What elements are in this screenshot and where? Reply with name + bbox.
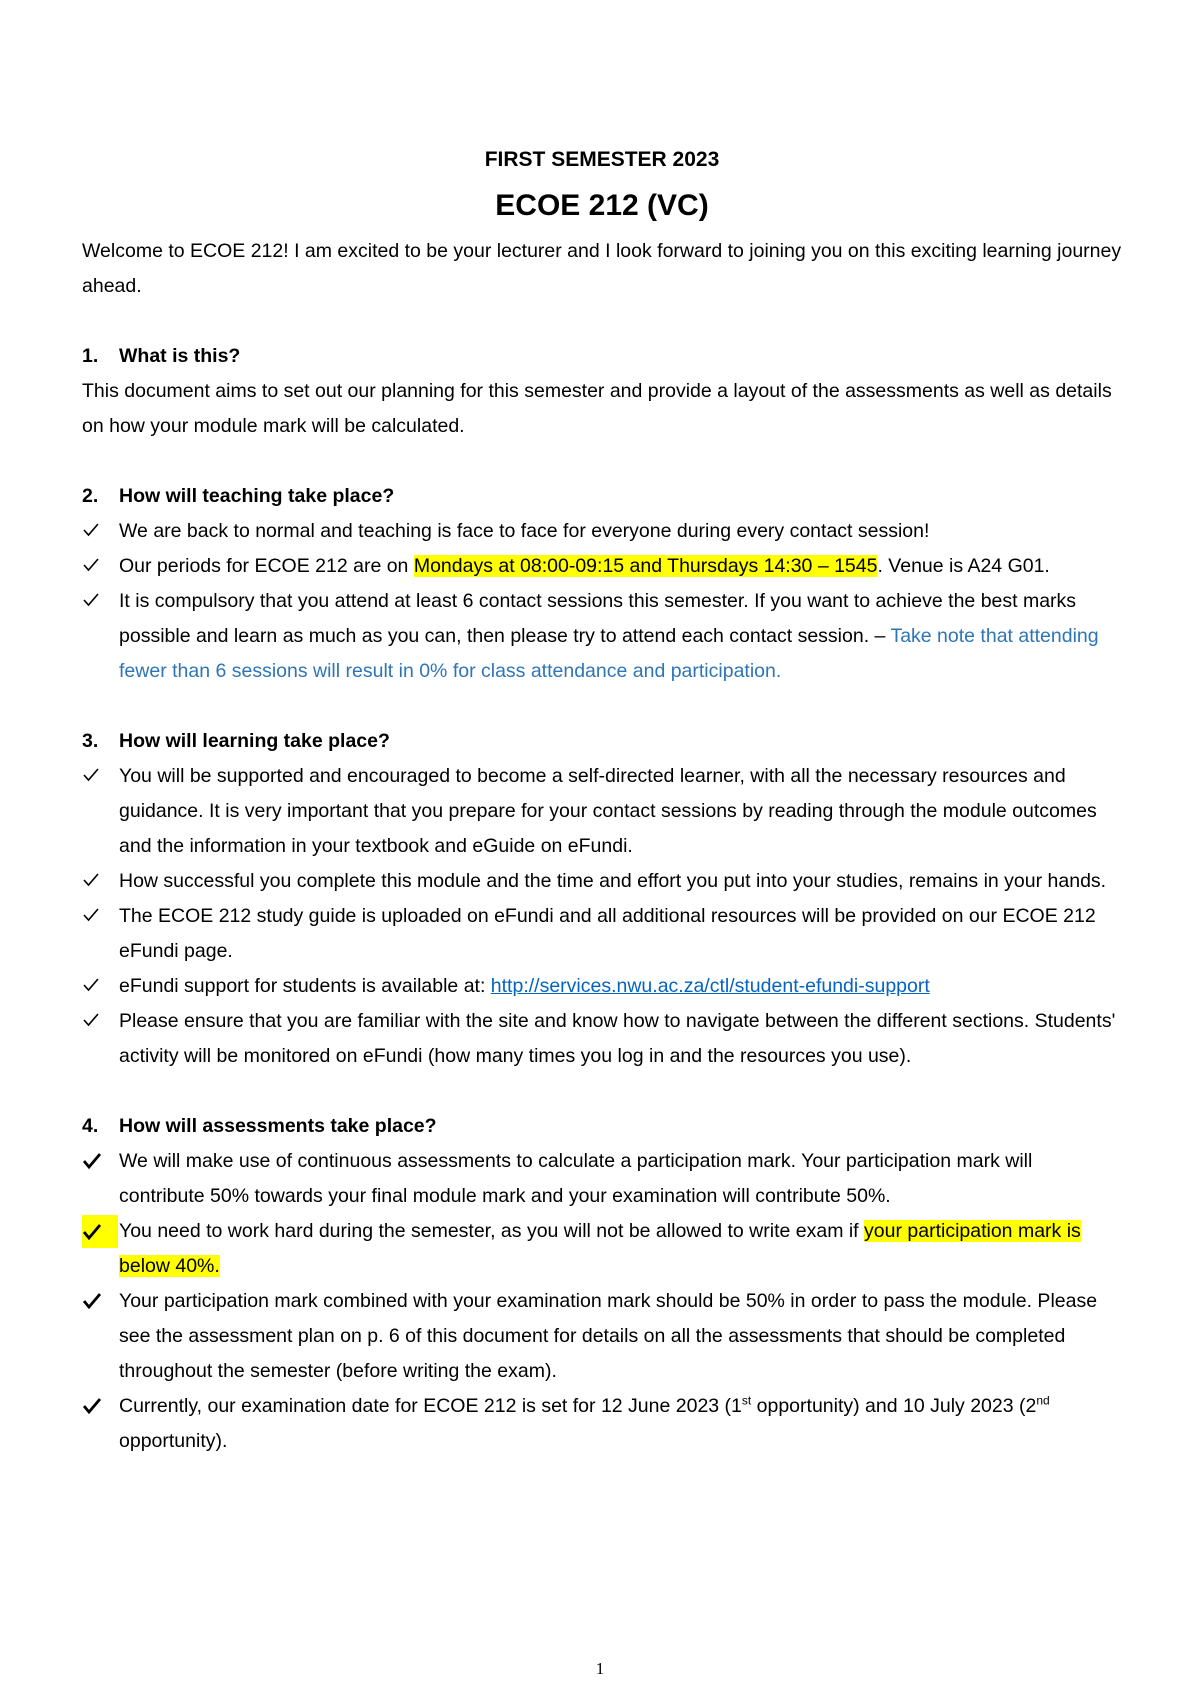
list-item <box>82 1214 1122 1284</box>
list-item <box>82 1004 1122 1074</box>
section-heading-text: How will assessments take place? <box>119 1115 437 1137</box>
bullet-text: opportunity) and 10 July 2023 (2 <box>751 1395 1037 1417</box>
page-content <box>82 142 1122 1459</box>
section-heading-text: What is this? <box>119 345 241 367</box>
list-item <box>82 1389 1122 1459</box>
list-item <box>82 864 1122 899</box>
page-number: 1 <box>595 1659 605 1678</box>
list-item <box>82 969 1122 1004</box>
list-item <box>82 899 1122 969</box>
ordinal-suffix: st <box>741 1393 752 1408</box>
bullet-text: We will make use of continuous assessments to calculate a participation mark. Your participation mark will contribute 50% towards your final module mark and your examination will contribute 50%. <box>119 1150 1033 1207</box>
list-item <box>82 759 1122 864</box>
heavy-checkmark-icon <box>82 1215 118 1248</box>
section-number: 2. <box>82 485 99 507</box>
section-number: 4. <box>82 1115 99 1137</box>
list-item <box>82 584 1122 689</box>
highlighted-requirement: your participation mark is below 40%. <box>119 1220 1081 1277</box>
bullet-text: Please ensure that you are familiar with the site and know how to navigate between the different sections. Students' activity will be monitored on eFundi (how many times you log in and the resources you use). <box>119 1010 1116 1067</box>
section-1-heading <box>82 339 1122 374</box>
section-number: 3. <box>82 730 99 752</box>
intro-paragraph: Welcome to ECOE 212! I am excited to be your lecturer and I look forward to joining you on this exciting learning journey ahead. <box>82 240 1122 297</box>
attendance-note: Take note that attending fewer than 6 sessions will result in 0% for class attendance and participation. <box>119 625 1099 682</box>
section-number: 1. <box>82 345 99 367</box>
list-item <box>82 1284 1122 1389</box>
efundi-support-link[interactable]: http://services.nwu.ac.za/ctl/student-efundi-support <box>490 975 930 997</box>
bullet-text: eFundi support for students is available at: <box>119 975 491 997</box>
bullet-text: . Venue is A24 G01. <box>877 555 1050 577</box>
bullet-text: How successful you complete this module and the time and effort you put into your studies, remains in your hands. <box>119 870 1107 892</box>
section-heading-text: How will teaching take place? <box>119 485 395 507</box>
bullet-text: We are back to normal and teaching is face to face for everyone during every contact session! <box>119 520 930 542</box>
bullet-text: Our periods for ECOE 212 are on <box>119 555 414 577</box>
list-item <box>82 514 1122 549</box>
section-4-heading <box>82 1109 1122 1144</box>
bullet-text: You need to work hard during the semester, as you will not be allowed to write exam if <box>119 1220 865 1242</box>
section-2-heading <box>82 479 1122 514</box>
section-heading-text: How will learning take place? <box>119 730 390 752</box>
list-item <box>82 1144 1122 1214</box>
bullet-text: You will be supported and encouraged to become a self-directed learner, with all the necessary resources and guidance. It is very important that you prepare for your contact sessions by reading through the module outcomes and the information in your textbook and eGuide on eFundi. <box>119 765 1097 857</box>
bullet-text: Your participation mark combined with your examination mark should be 50% in order to pass the module. Please see the assessment plan on p. 6 of this document for details on all the assessments that should be completed throughout the semester (before writing the exam). <box>119 1290 1098 1382</box>
module-title: ECOE 212 (VC) <box>495 189 709 222</box>
highlighted-schedule: Mondays at 08:00-09:15 and Thursdays 14:30 – 1545 <box>413 555 878 577</box>
bullet-text: The ECOE 212 study guide is uploaded on eFundi and all additional resources will be provided on our ECOE 212 eFundi page. <box>119 905 1096 962</box>
ordinal-suffix: nd <box>1036 1393 1050 1408</box>
bullet-text: It is compulsory that you attend at least 6 contact sessions this semester. If you want to achieve the best marks possible and learn as much as you can, then please try to attend each contact session. – <box>119 590 1077 647</box>
semester-title: FIRST SEMESTER 2023 <box>484 148 720 171</box>
list-item <box>82 549 1122 584</box>
bullet-text: opportunity). <box>119 1430 228 1452</box>
section-1-body: This document aims to set out our planning for this semester and provide a layout of the assessments as well as details on how your module mark will be calculated. <box>82 380 1112 437</box>
bullet-text: Currently, our examination date for ECOE 212 is set for 12 June 2023 (1 <box>119 1395 742 1417</box>
section-3-heading <box>82 724 1122 759</box>
